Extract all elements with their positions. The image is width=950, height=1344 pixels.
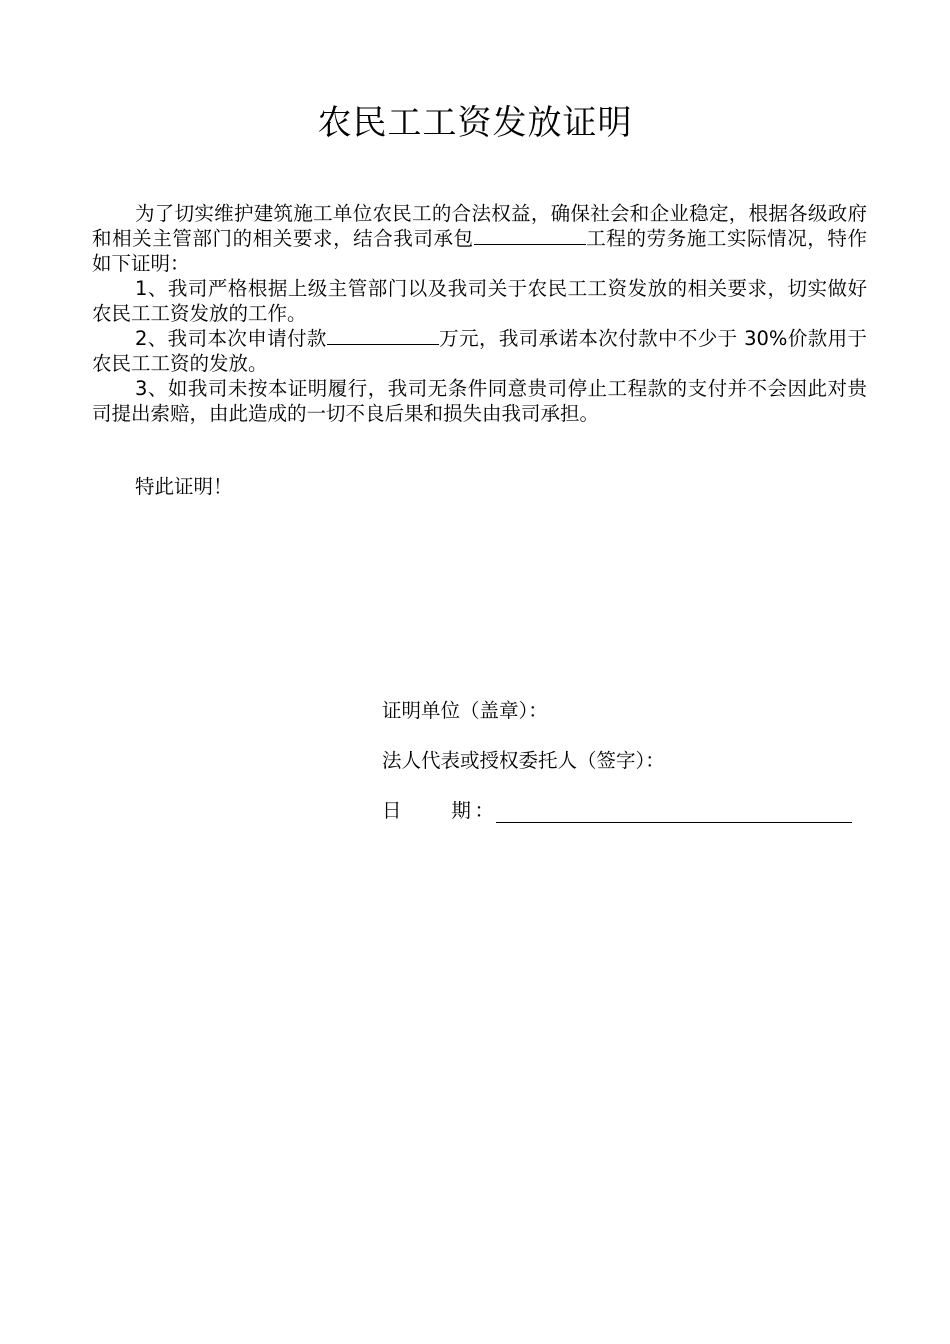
payment-amount-blank [327,326,439,345]
paragraph-intro-text-start: 为了切实维护建筑施工单位农民工的合法权益，确保社会和企业稳定，根据各级政府和相关主管部门的相关要求，结合我司承包 [92,202,867,250]
certifying-unit-label: 证明单位（盖章）： [382,699,548,722]
closing-statement: 特此证明！ [135,475,233,498]
paragraph-item-2 [92,326,867,376]
paragraph-item-2-text-end: 万元，我司承诺本次付款中不少于 30%价款用于农民工工资的发放。 [92,327,867,375]
paragraph-item-1: 1、我司严格根据上级主管部门以及我司关于农民工工资发放的相关要求，切实做好农民工工资发放的工作。 [92,277,867,325]
signature-block [382,698,862,848]
representative-label: 法人代表或授权委托人（签字）： [382,749,665,772]
date-label: 日 期： [382,799,494,822]
paragraph-item-3: 3、如我司未按本证明履行，我司无条件同意贵司停止工程款的支付并不会因此对贵司提出索赔，由此造成的一切不良后果和损失由我司承担。 [92,377,867,425]
paragraph-item-2-text-start: 2、我司本次申请付款 [135,327,327,350]
document-title: 农民工工资发放证明 [317,103,633,143]
document-body [92,201,867,426]
paragraph-intro-text-end: 工程的劳务施工实际情况，特作如下证明： [92,227,867,275]
date-row [382,798,862,823]
date-blank-line [496,802,852,823]
paragraph-intro [92,201,867,276]
project-name-blank [474,226,586,245]
